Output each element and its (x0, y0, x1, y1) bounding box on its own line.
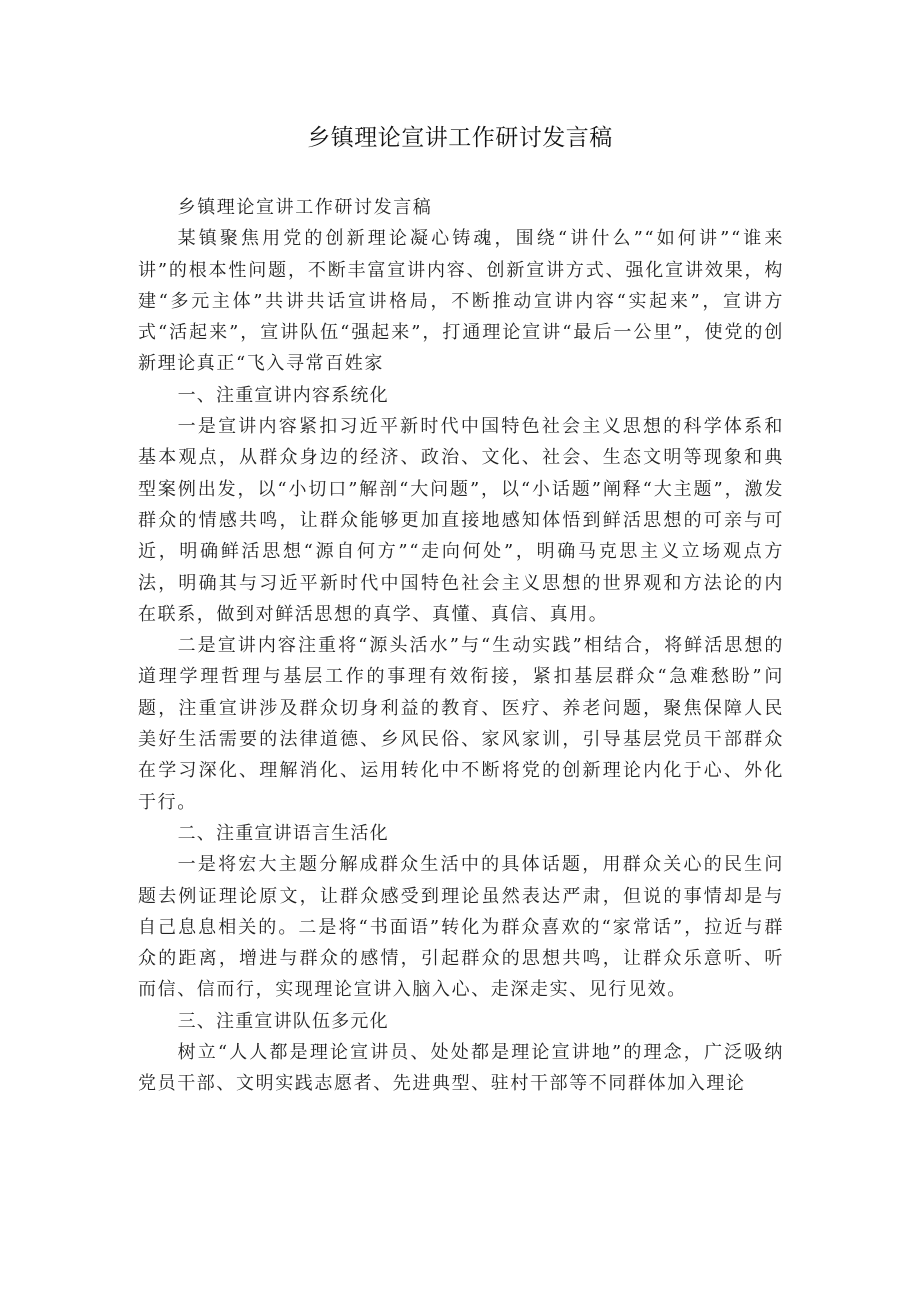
section-heading-3: 三、注重宣讲队伍多元化 (177, 1010, 389, 1032)
document-title: 乡镇理论宣讲工作研讨发言稿 (307, 125, 613, 151)
paragraph-section-3: 树立“人人都是理论宣讲员、处处都是理论宣讲地”的理念，广泛吸纳党员干部、文明实践志愿者、先进典型、驻村干部等不同群体加入理论 (138, 1042, 784, 1095)
section-heading-1: 一、注重宣讲内容系统化 (177, 384, 389, 406)
section-heading-2: 二、注重宣讲语言生活化 (177, 822, 389, 844)
paragraph-subtitle: 乡镇理论宣讲工作研讨发言稿 (177, 197, 433, 218)
paragraph-intro: 某镇聚焦用党的创新理论凝心铸魂，围绕“讲什么”“如何讲”“谁来讲”的根本性问题，不断丰富宣讲内容、创新宣讲方式、强化宣讲效果，构建“多元主体”共讲共话宣讲格局，不断推动宣讲内容“实起来”，宣讲方式“活起来”，宣讲队伍“强起来”，打通理论宣讲“最后一公里”，使党的创新理论真正“飞入寻常百姓家 (138, 228, 784, 375)
paragraph-section-1a: 一是宣讲内容紧扣习近平新时代中国特色社会主义思想的科学体系和基本观点，从群众身边的经济、政治、文化、社会、生态文明等现象和典型案例出发，以“小切口”解剖“大问题”，以“小话题”阐释“大主题”，激发群众的情感共鸣，让群众能够更加直接地感知体悟到鲜活思想的可亲与可近，明确鲜活思想“源自何方”“走向何处”，明确马克思主义立场观点方法，明确其与习近平新时代中国特色社会主义思想的世界观和方法论的内在联系，做到对鲜活思想的真学、真懂、真信、真用。 (138, 416, 784, 625)
paragraph-section-2: 一是将宏大主题分解成群众生活中的具体话题，用群众关心的民生问题去例证理论原文，让群众感受到理论虽然表达严肃，但说的事情却是与自己息息相关的。二是将“书面语”转化为群众喜欢的“家常话”，拉近与群众的距离，增进与群众的感情，引起群众的思想共鸣，让群众乐意听、听而信、信而行，实现理论宣讲入脑入心、走深走实、见行见效。 (138, 854, 784, 1001)
document-body (138, 192, 784, 1100)
paragraph-section-1b: 二是宣讲内容注重将“源头活水”与“生动实践”相结合，将鲜活思想的道理学理哲理与基层工作的事理有效衔接，紧扣基层群众“急难愁盼”问题，注重宣讲涉及群众切身利益的教育、医疗、养老问题，聚焦保障人民美好生活需要的法律道德、乡风民俗、家风家训，引导基层党员干部群众在学习深化、理解消化、运用转化中不断将党的创新理论内化于心、外化于行。 (138, 635, 784, 813)
